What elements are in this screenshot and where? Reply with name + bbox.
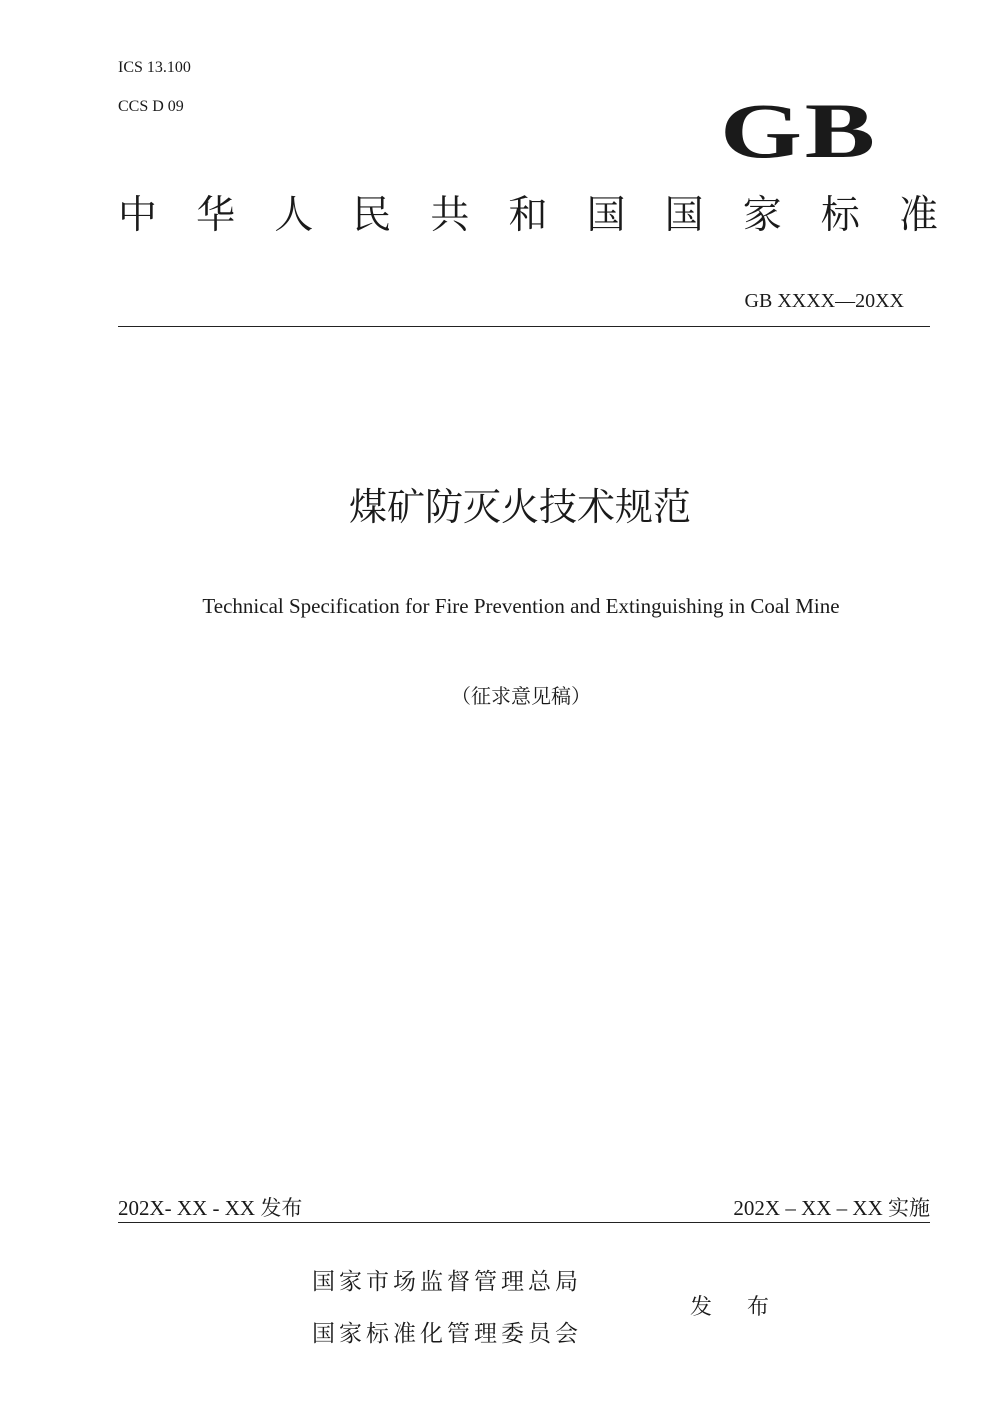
footer-divider xyxy=(118,1222,930,1223)
title-char: 和 xyxy=(508,193,548,238)
title-char: 人 xyxy=(274,193,314,238)
title-char: 中 xyxy=(118,193,158,238)
ccs-code: CCS D 09 xyxy=(118,98,184,115)
title-char: 标 xyxy=(820,193,860,238)
publish-label: 发 布 xyxy=(690,1295,783,1320)
standard-number: GB XXXX—20XX xyxy=(744,290,904,312)
document-title-en: Technical Specification for Fire Prevention and Extinguishing in Coal Mine xyxy=(202,594,840,618)
document-title-cn: 煤矿防灭火技术规范 xyxy=(348,485,691,529)
title-char: 共 xyxy=(430,193,470,238)
draft-status-note: （征求意见稿） xyxy=(451,684,591,708)
title-char: 国 xyxy=(586,193,626,238)
issuer-samr: 国家市场监督管理总局 xyxy=(312,1269,582,1295)
title-char: 准 xyxy=(898,193,938,238)
implementation-date: 202X – XX – XX 实施 xyxy=(733,1196,930,1220)
issuer-sac: 国家标准化管理委员会 xyxy=(312,1321,582,1347)
title-char: 华 xyxy=(196,193,236,238)
header-divider xyxy=(118,326,930,327)
title-char: 民 xyxy=(352,193,392,238)
issue-date: 202X- XX - XX 发布 xyxy=(118,1196,303,1220)
title-char: 国 xyxy=(664,193,704,238)
national-standard-title xyxy=(118,193,938,238)
gb-logo: GB xyxy=(720,87,878,174)
ics-code: ICS 13.100 xyxy=(118,59,191,76)
title-char: 家 xyxy=(742,193,782,238)
